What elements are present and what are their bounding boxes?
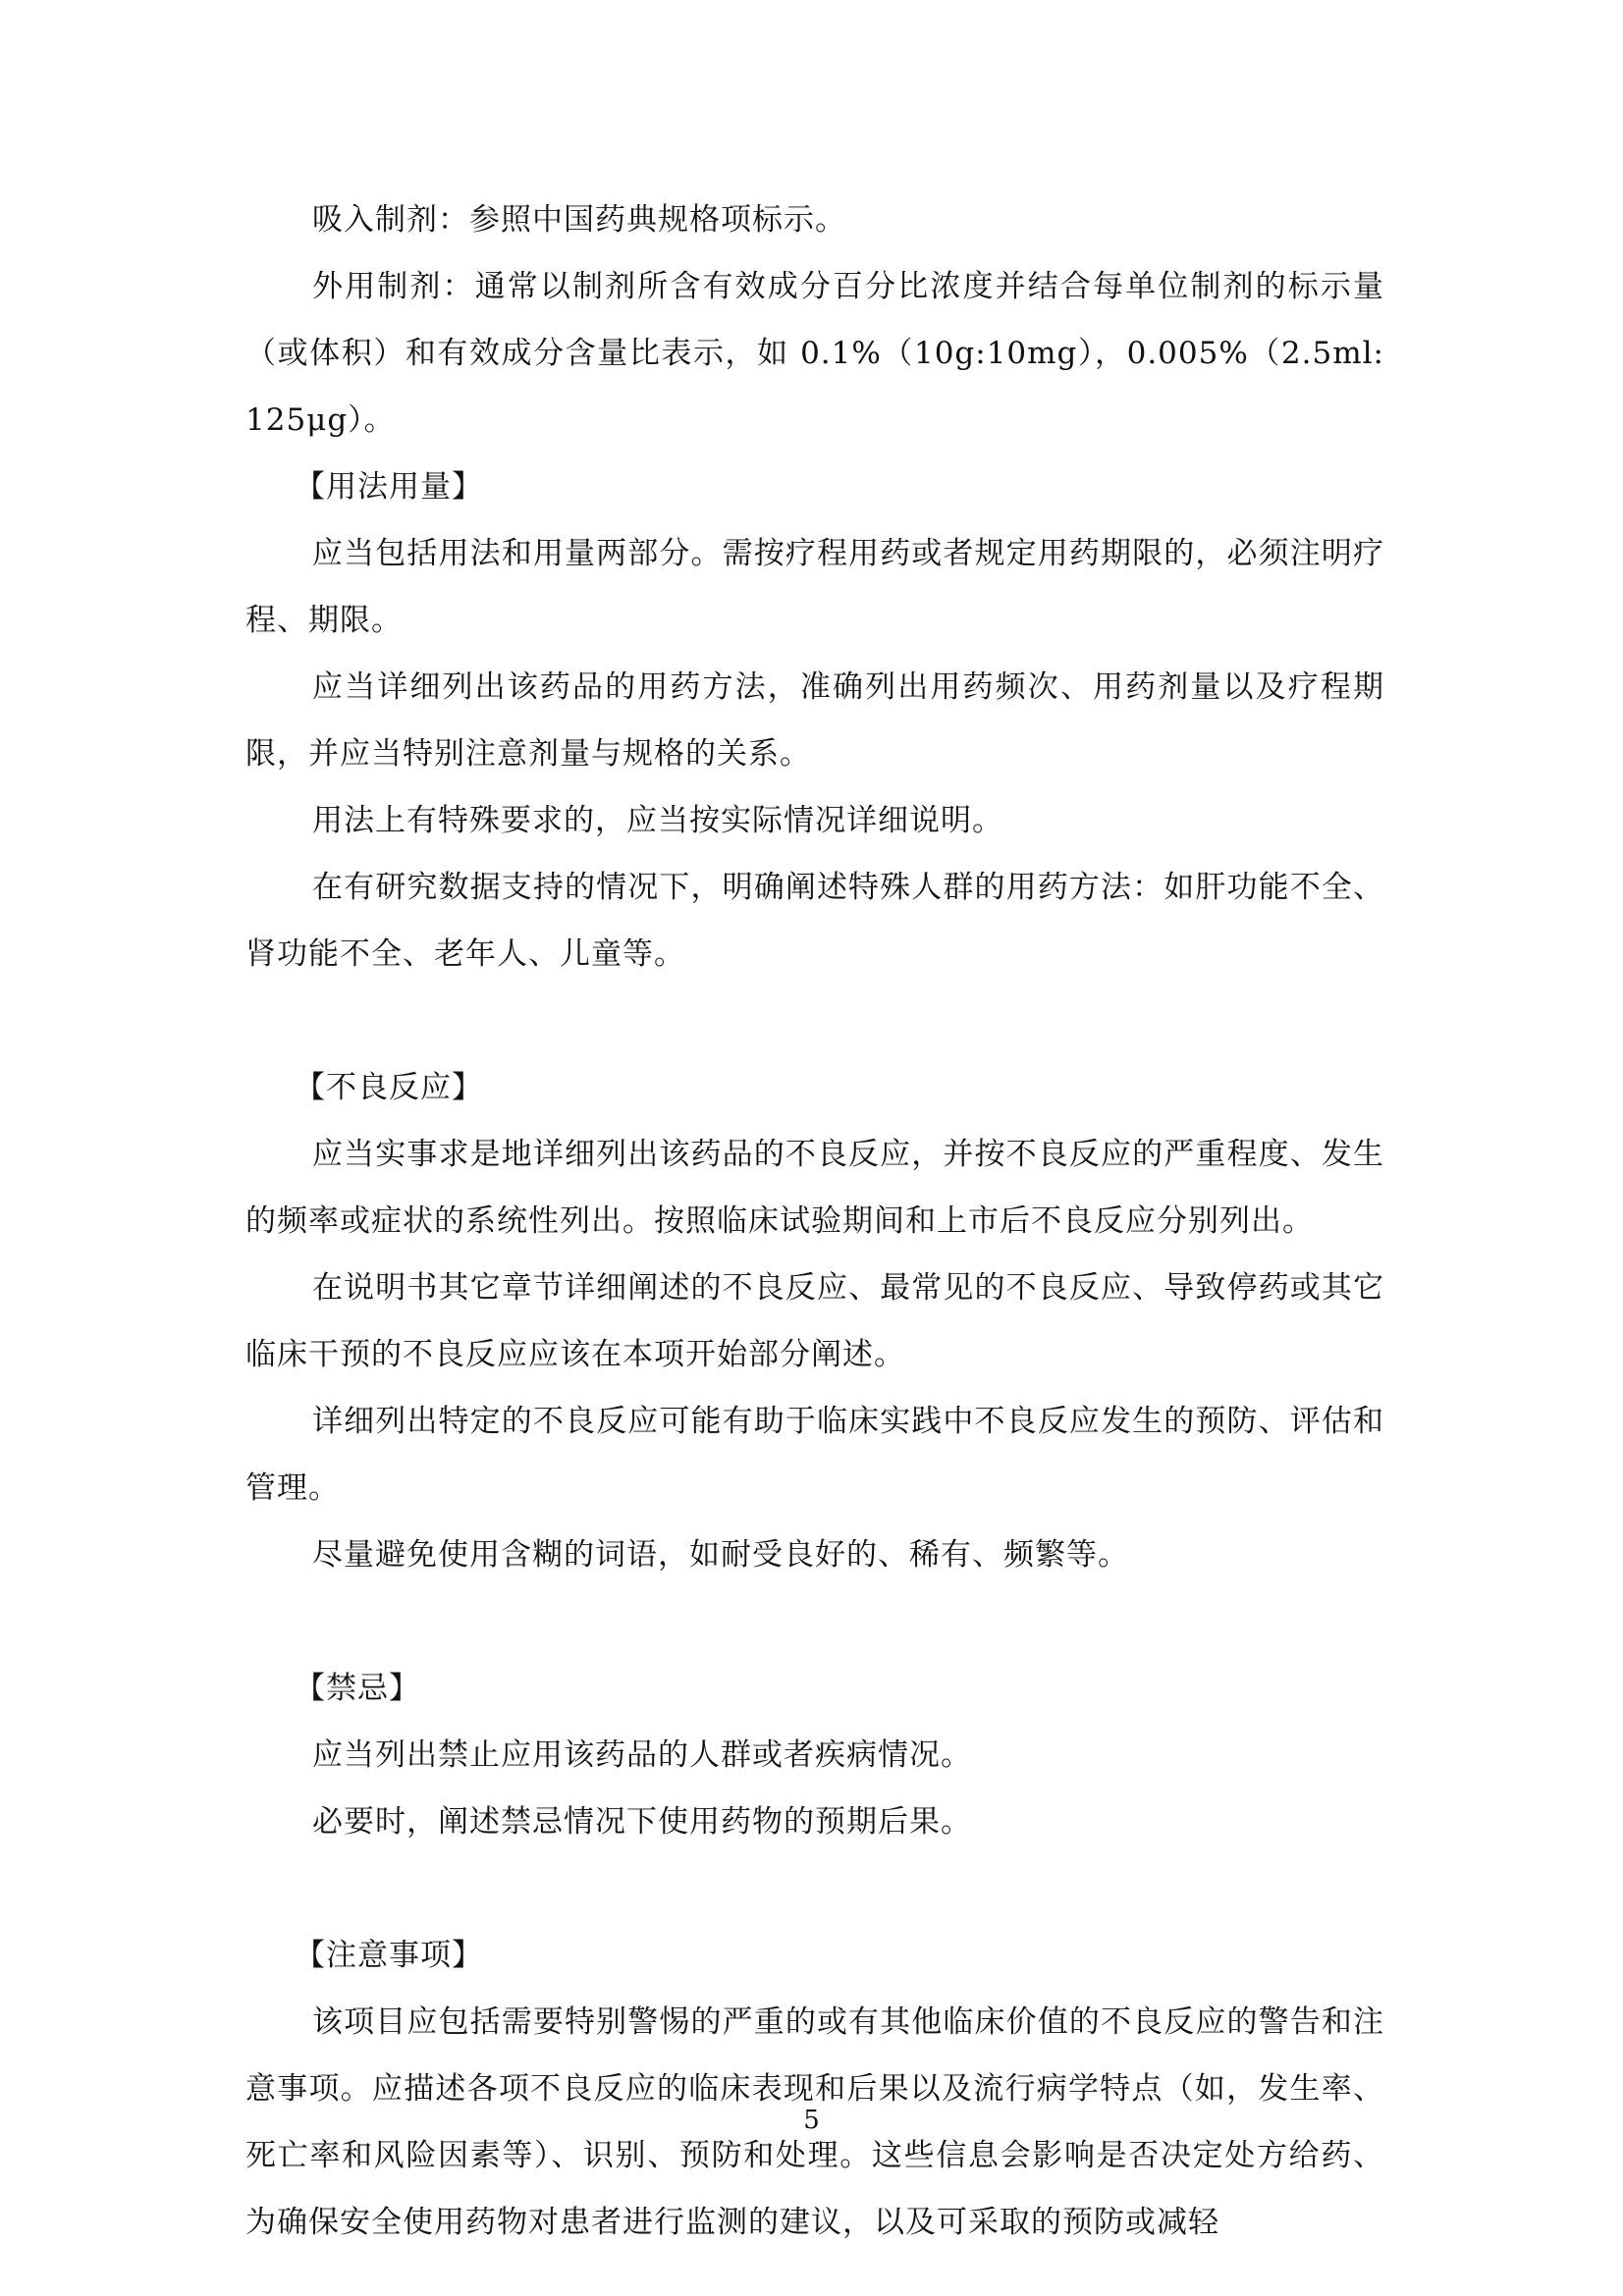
section-heading-adverse-reactions: 【不良反应】	[295, 1070, 483, 1105]
paragraph-adverse-1: 应当实事求是地详细列出该药品的不良反应，并按不良反应的严重程度、发生的频率或症状的系统性列出。按照临床试验期间和上市后不良反应分别列出。	[245, 1137, 1384, 1239]
paragraph-topical: 外用制剂：通常以制剂所含有效成分百分比浓度并结合每单位制剂的标示量（或体积）和有效成分含量比表示，如 0.1%（10g:10mg），0.005%（2.5ml: 125μg）。	[245, 269, 1384, 438]
document-body	[245, 187, 1384, 2256]
paragraph-usage-3: 用法上有特殊要求的，应当按实际情况详细说明。	[312, 803, 1003, 838]
paragraph-adverse-3: 详细列出特定的不良反应可能有助于临床实践中不良反应发生的预防、评估和管理。	[245, 1404, 1384, 1506]
paragraph-inhalation: 吸入制剂：参照中国药典规格项标示。	[312, 202, 846, 238]
paragraph-precautions-1: 该项目应包括需要特别警惕的严重的或有其他临床价值的不良反应的警告和注意事项。应描述各项不良反应的临床表现和后果以及流行病学特点（如，发生率、死亡率和风险因素等）、识别、预防和处理。这些信息会影响是否决定处方给药、为确保安全使用药物对患者进行监测的建议，以及可采取的预防或减轻	[245, 2004, 1384, 2240]
paragraph-usage-2: 应当详细列出该药品的用药方法，准确列出用药频次、用药剂量以及疗程期限，并应当特别注意剂量与规格的关系。	[245, 669, 1384, 772]
paragraph-contraindications-2: 必要时，阐述禁忌情况下使用药物的预期后果。	[312, 1804, 972, 1840]
section-heading-contraindications: 【禁忌】	[295, 1671, 420, 1706]
paragraph-usage-1: 应当包括用法和用量两部分。需按疗程用药或者规定用药期限的，必须注明疗程、期限。	[245, 536, 1384, 638]
section-heading-precautions: 【注意事项】	[295, 1938, 483, 1973]
paragraph-adverse-2: 在说明书其它章节详细阐述的不良反应、最常见的不良反应、导致停药或其它临床干预的不良反应应该在本项开始部分阐述。	[245, 1270, 1384, 1372]
section-heading-usage: 【用法用量】	[295, 469, 483, 505]
paragraph-usage-4: 在有研究数据支持的情况下，明确阐述特殊人群的用药方法：如肝功能不全、肾功能不全、老年人、儿童等。	[245, 870, 1384, 972]
section-spacer	[245, 1588, 1384, 1655]
section-spacer	[245, 1855, 1384, 1922]
paragraph-adverse-4: 尽量避免使用含糊的词语，如耐受良好的、稀有、频繁等。	[312, 1537, 1129, 1573]
section-spacer	[245, 988, 1384, 1054]
page-number: 5	[803, 2106, 820, 2135]
paragraph-contraindications-1: 应当列出禁止应用该药品的人群或者疾病情况。	[312, 1737, 972, 1773]
